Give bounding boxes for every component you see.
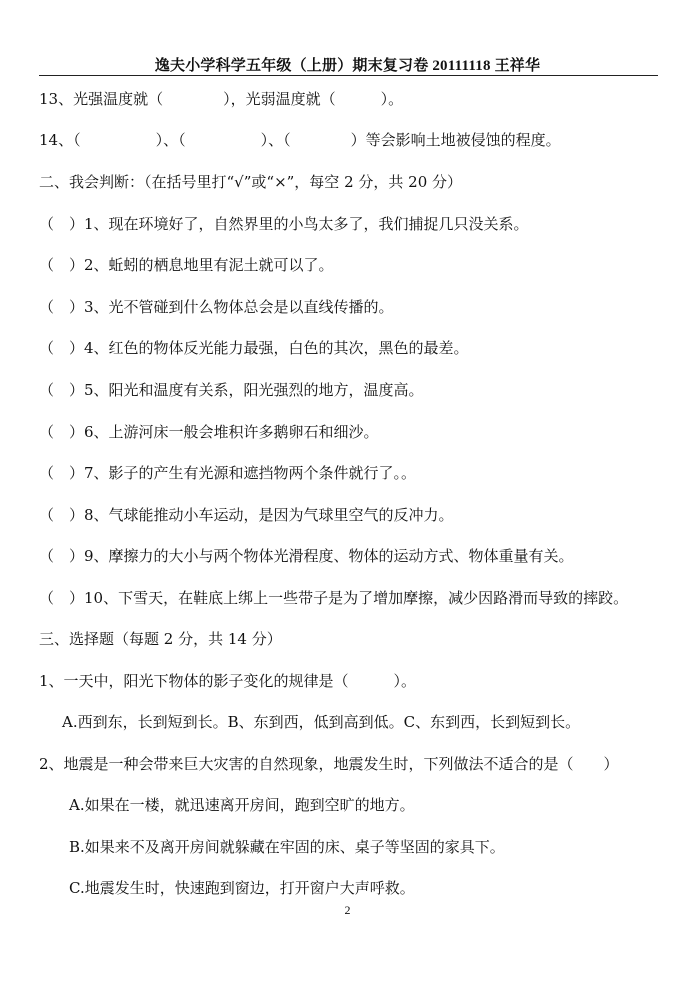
choice-question-1-options: A.西到东，长到短到长。B、东到西，低到高到低。C、东到西，长到短到长。 — [62, 713, 581, 731]
section-3-title: 三、选择题（每题 2 分，共 14 分） — [39, 630, 282, 648]
judgement-item-5: （ ）5、阳光和温度有关系，阳光强烈的地方，温度高。 — [39, 381, 424, 399]
judgement-item-3: （ ）3、光不管碰到什么物体总会是以直线传播的。 — [39, 298, 394, 316]
choice-question-2-option-b: B.如果来不及离开房间就躲藏在牢固的床、桌子等坚固的家具下。 — [69, 838, 505, 856]
judgement-item-10: （ ）10、下雪天，在鞋底上绑上一些带子是为了增加摩擦，减少因路滑而导致的摔跤。 — [39, 589, 629, 607]
question-14: 14、（ ）、（ ）、（ ）等会影响土地被侵蚀的程度。 — [39, 131, 561, 149]
judgement-item-4: （ ）4、红色的物体反光能力最强，白色的其次，黑色的最差。 — [39, 339, 469, 357]
judgement-item-2: （ ）2、蚯蚓的栖息地里有泥土就可以了。 — [39, 256, 334, 274]
judgement-item-1: （ ）1、现在环境好了，自然界里的小鸟太多了，我们捕捉几只没关系。 — [39, 215, 529, 233]
page-header-title: 逸夫小学科学五年级（上册）期末复习卷 20111118 王祥华 — [154, 58, 541, 74]
choice-question-1-stem: 1、一天中，阳光下物体的影子变化的规律是（ ）。 — [39, 672, 417, 690]
question-13: 13、光强温度就（ ），光弱温度就（ ）。 — [39, 90, 404, 108]
choice-question-2-stem: 2、地震是一种会带来巨大灾害的自然现象，地震发生时，下列做法不适合的是（ ） — [39, 755, 619, 773]
judgement-item-8: （ ）8、气球能推动小车运动，是因为气球里空气的反冲力。 — [39, 506, 454, 524]
judgement-item-7: （ ）7、影子的产生有光源和遮挡物两个条件就行了。。 — [39, 464, 417, 482]
choice-question-2-option-c: C.地震发生时，快速跑到窗边，打开窗户大声呼救。 — [69, 879, 415, 897]
page-number: 2 — [344, 903, 351, 917]
judgement-item-9: （ ）9、摩擦力的大小与两个物体光滑程度、物体的运动方式、物体重量有关。 — [39, 547, 574, 565]
judgement-item-6: （ ）6、上游河床一般会堆积许多鹅卵石和细沙。 — [39, 423, 379, 441]
choice-question-2-option-a: A.如果在一楼，就迅速离开房间，跑到空旷的地方。 — [69, 796, 415, 814]
section-2-title: 二、我会判断：（在括号里打“√”或“×”，每空 2 分，共 20 分） — [39, 173, 463, 191]
header-divider — [39, 75, 658, 76]
